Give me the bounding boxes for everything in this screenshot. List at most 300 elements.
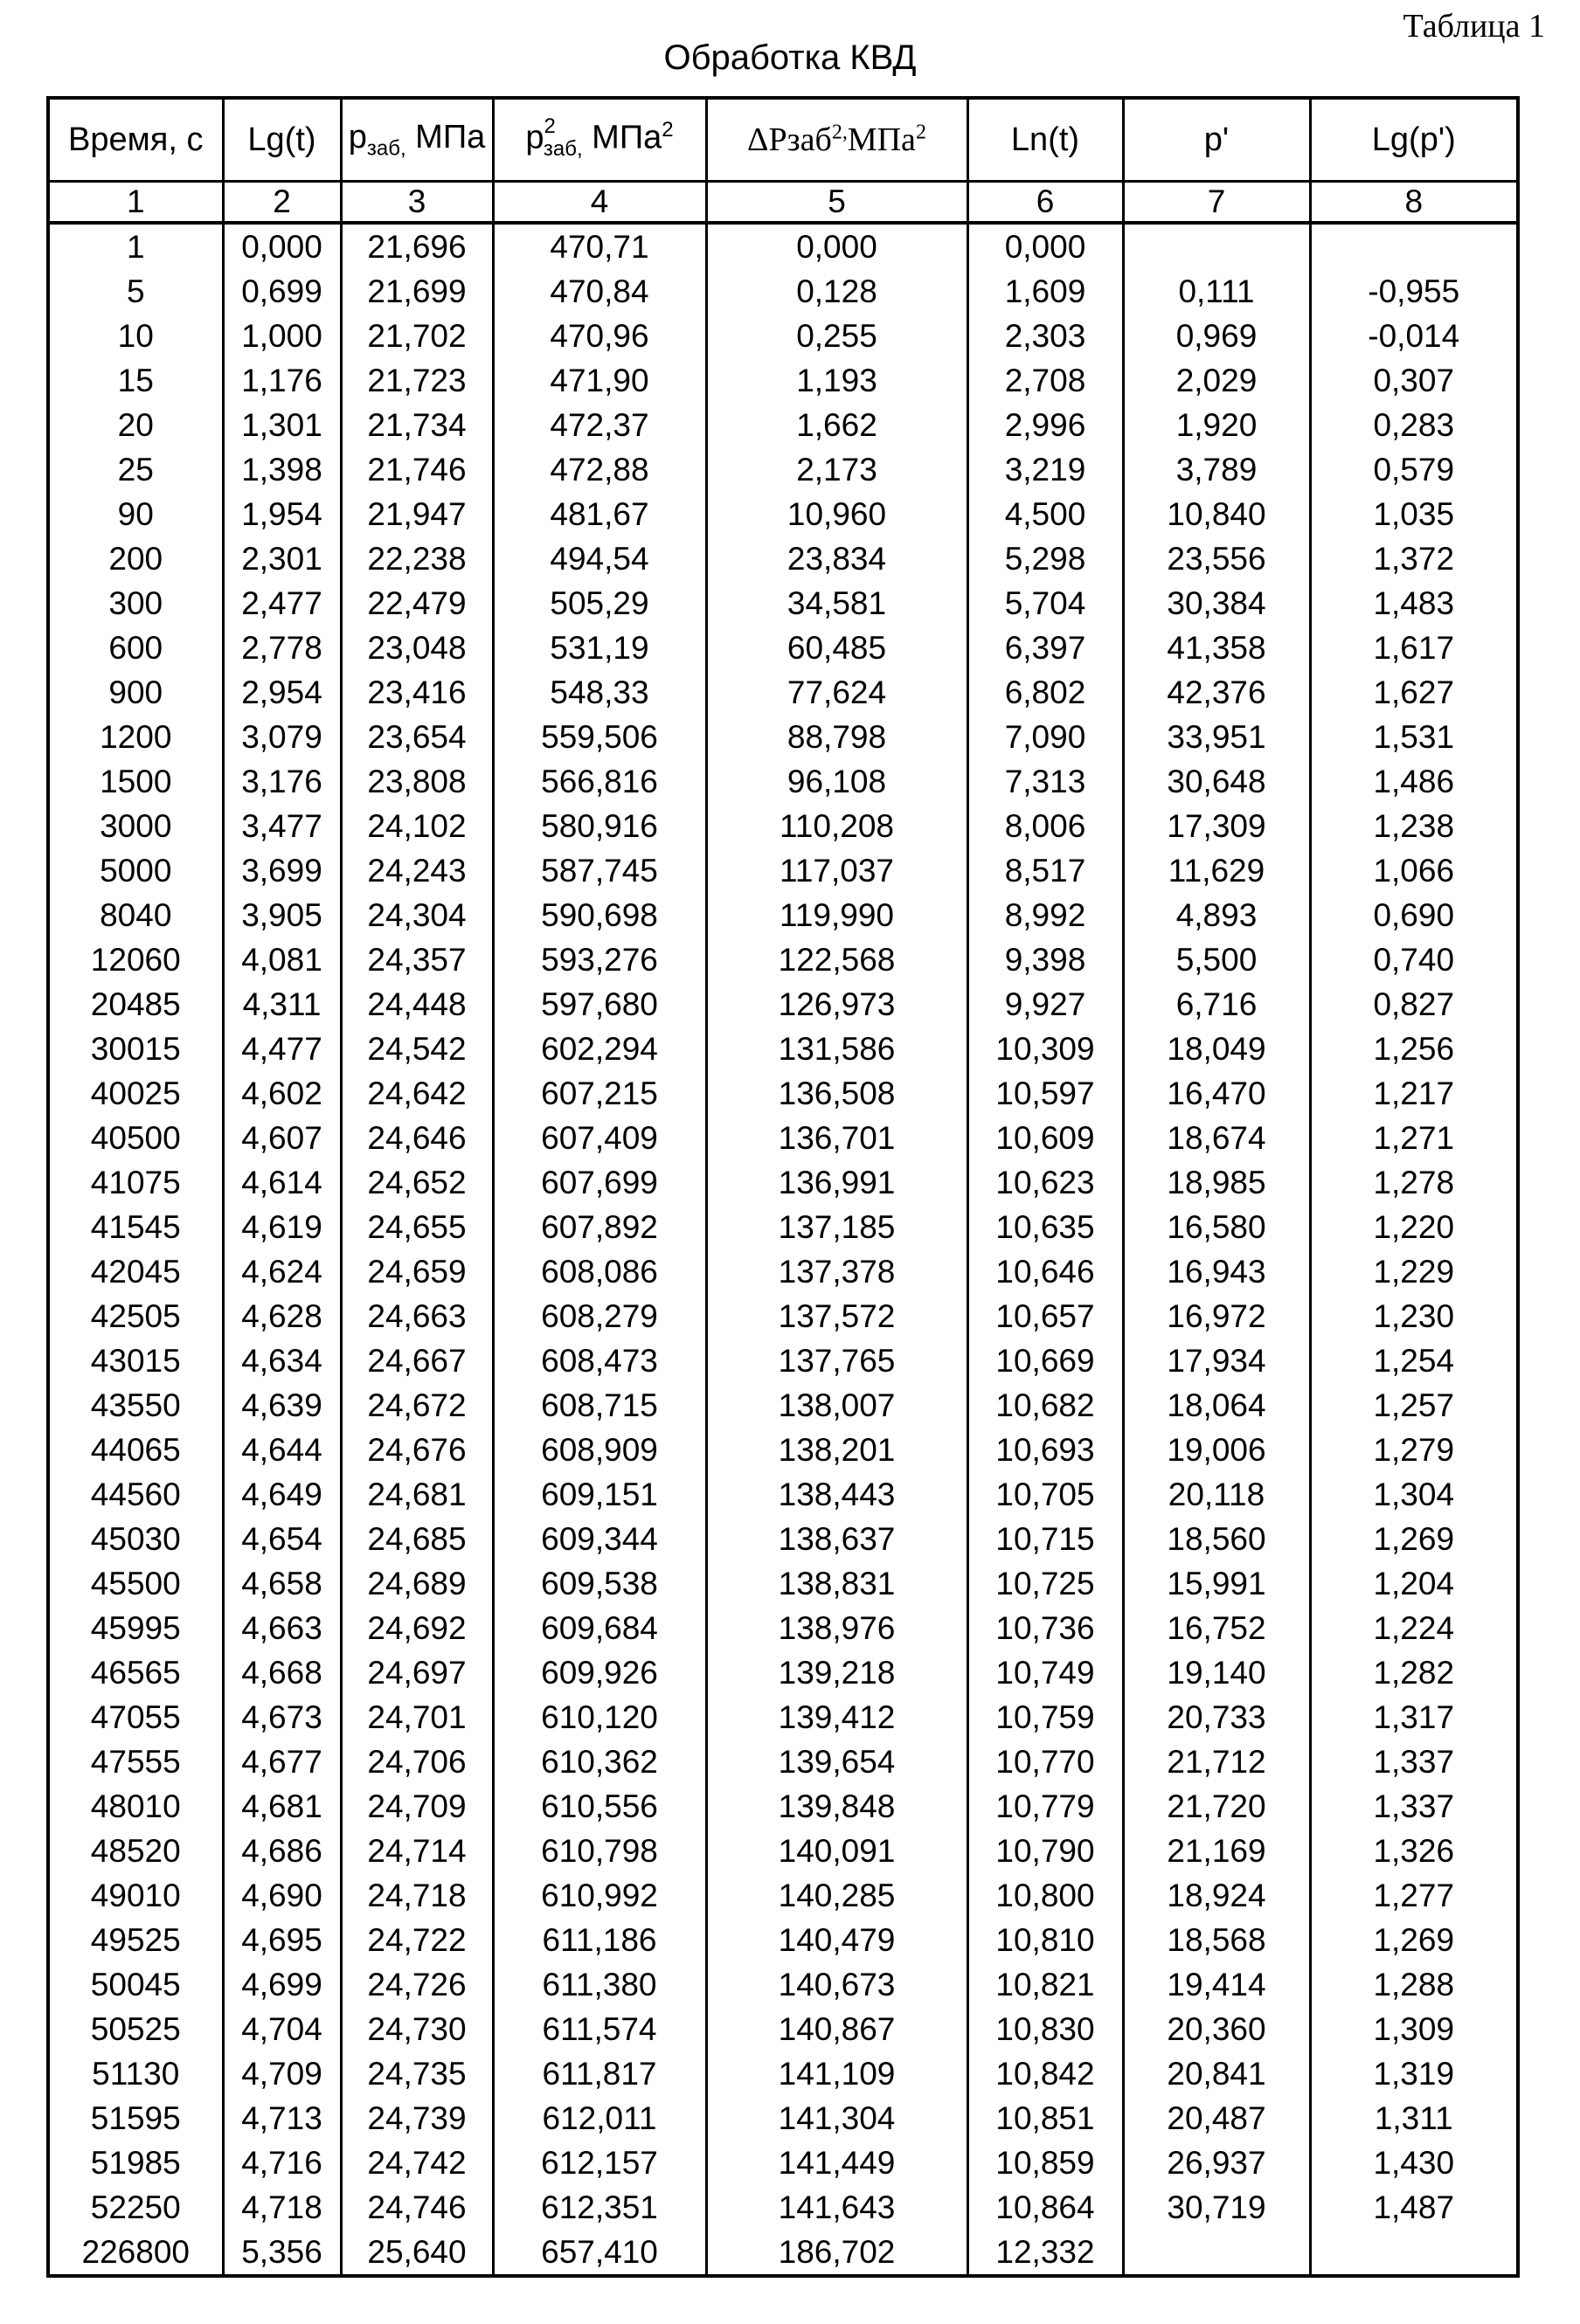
- cell-time: 10: [48, 314, 223, 358]
- cell-p-prime: 5,500: [1123, 937, 1310, 982]
- cell-lg-t: 2,477: [223, 581, 341, 626]
- header-p2-zab-main: p: [525, 119, 544, 156]
- table-row: [48, 1784, 1518, 1829]
- header-lg-t: Lg(t): [223, 98, 341, 182]
- cell-p2-zab: 612,351: [493, 2185, 706, 2230]
- cell-lg-t: 4,718: [223, 2185, 341, 2230]
- cell-p-zab: 24,646: [341, 1116, 493, 1160]
- header-delta-p-zab: [706, 98, 967, 182]
- table-row: [48, 2007, 1518, 2051]
- cell-delta-p2-zab: 137,185: [706, 1205, 967, 1249]
- cell-p2-zab: 607,892: [493, 1205, 706, 1249]
- cell-p-prime: 17,309: [1123, 804, 1310, 848]
- cell-ln-t: 5,298: [967, 536, 1123, 581]
- cell-lg-p-prime: 1,319: [1310, 2051, 1518, 2096]
- cell-ln-t: 2,303: [967, 314, 1123, 358]
- cell-p2-zab: 609,684: [493, 1606, 706, 1650]
- cell-lg-t: 4,628: [223, 1294, 341, 1338]
- cell-ln-t: 10,830: [967, 2007, 1123, 2051]
- cell-p-zab: 24,304: [341, 893, 493, 937]
- cell-ln-t: 10,715: [967, 1517, 1123, 1561]
- cell-lg-p-prime: 1,531: [1310, 715, 1518, 759]
- cell-p2-zab: 597,680: [493, 982, 706, 1027]
- cell-p-zab: 24,102: [341, 804, 493, 848]
- column-number-row: [48, 182, 1518, 224]
- table-row: [48, 314, 1518, 358]
- cell-lg-t: 1,301: [223, 403, 341, 447]
- cell-p-prime: 1,920: [1123, 403, 1310, 447]
- cell-delta-p2-zab: 60,485: [706, 626, 967, 670]
- header-p-prime: p': [1123, 98, 1310, 182]
- cell-p2-zab: 590,698: [493, 893, 706, 937]
- cell-lg-t: 4,668: [223, 1650, 341, 1695]
- cell-lg-t: 3,905: [223, 893, 341, 937]
- cell-p-zab: 22,238: [341, 536, 493, 581]
- cell-p2-zab: 609,151: [493, 1472, 706, 1517]
- cell-p-prime: 3,789: [1123, 447, 1310, 492]
- cell-p2-zab: 470,96: [493, 314, 706, 358]
- cell-time: 51595: [48, 2096, 223, 2141]
- cell-lg-p-prime: 0,827: [1310, 982, 1518, 1027]
- cell-p-prime: 30,648: [1123, 759, 1310, 804]
- table-row: [48, 269, 1518, 314]
- cell-ln-t: 10,864: [967, 2185, 1123, 2230]
- cell-p-zab: 24,685: [341, 1517, 493, 1561]
- table-row: [48, 581, 1518, 626]
- cell-p-prime: 11,629: [1123, 848, 1310, 893]
- cell-p2-zab: 531,19: [493, 626, 706, 670]
- cell-p-zab: 24,659: [341, 1249, 493, 1294]
- cell-p2-zab: 470,71: [493, 223, 706, 269]
- cell-lg-p-prime: 1,483: [1310, 581, 1518, 626]
- cell-time: 45500: [48, 1561, 223, 1606]
- cell-lg-t: 4,673: [223, 1695, 341, 1740]
- cell-delta-p2-zab: 131,586: [706, 1027, 967, 1071]
- table-row: [48, 1428, 1518, 1472]
- table-row: [48, 358, 1518, 403]
- table-row: [48, 670, 1518, 715]
- cell-p-zab: 24,243: [341, 848, 493, 893]
- cell-delta-p2-zab: 140,673: [706, 1962, 967, 2007]
- cell-ln-t: 7,090: [967, 715, 1123, 759]
- cell-time: 20485: [48, 982, 223, 1027]
- cell-time: 25: [48, 447, 223, 492]
- cell-ln-t: 9,927: [967, 982, 1123, 1027]
- cell-p-prime: 0,111: [1123, 269, 1310, 314]
- cell-time: 20: [48, 403, 223, 447]
- cell-time: 40500: [48, 1116, 223, 1160]
- cell-ln-t: 10,779: [967, 1784, 1123, 1829]
- cell-p2-zab: 602,294: [493, 1027, 706, 1071]
- cell-p-zab: 23,808: [341, 759, 493, 804]
- table-header: [48, 98, 1518, 223]
- cell-p-prime: 18,049: [1123, 1027, 1310, 1071]
- table-row: [48, 1027, 1518, 1071]
- cell-p-zab: 24,726: [341, 1962, 493, 2007]
- cell-time: 1: [48, 223, 223, 269]
- cell-p-prime: 19,006: [1123, 1428, 1310, 1472]
- cell-lg-t: 4,602: [223, 1071, 341, 1116]
- cell-p-prime: 26,937: [1123, 2141, 1310, 2185]
- cell-delta-p2-zab: 139,218: [706, 1650, 967, 1695]
- table-row: [48, 1650, 1518, 1695]
- cell-p2-zab: 611,186: [493, 1918, 706, 1962]
- cell-lg-p-prime: 1,220: [1310, 1205, 1518, 1249]
- cell-lg-t: 4,713: [223, 2096, 341, 2141]
- cell-lg-t: 4,709: [223, 2051, 341, 2096]
- cell-time: 43550: [48, 1383, 223, 1428]
- cell-lg-p-prime: 1,311: [1310, 2096, 1518, 2141]
- cell-p-prime: 16,752: [1123, 1606, 1310, 1650]
- cell-delta-p2-zab: 88,798: [706, 715, 967, 759]
- cell-p2-zab: 607,215: [493, 1071, 706, 1116]
- cell-ln-t: 12,332: [967, 2230, 1123, 2276]
- cell-delta-p2-zab: 137,378: [706, 1249, 967, 1294]
- cell-lg-t: 4,716: [223, 2141, 341, 2185]
- column-number: 8: [1310, 182, 1518, 224]
- cell-p2-zab: 657,410: [493, 2230, 706, 2276]
- cell-lg-t: 3,477: [223, 804, 341, 848]
- cell-p2-zab: 609,538: [493, 1561, 706, 1606]
- cell-lg-p-prime: 1,204: [1310, 1561, 1518, 1606]
- cell-p-zab: 24,681: [341, 1472, 493, 1517]
- cell-time: 41075: [48, 1160, 223, 1205]
- header-lg-p-prime: Lg(p'): [1310, 98, 1518, 182]
- table-row: [48, 715, 1518, 759]
- cell-time: 50525: [48, 2007, 223, 2051]
- table-row: [48, 403, 1518, 447]
- cell-delta-p2-zab: 140,091: [706, 1829, 967, 1873]
- cell-p2-zab: 608,279: [493, 1294, 706, 1338]
- cell-p-prime: 18,064: [1123, 1383, 1310, 1428]
- cell-ln-t: 0,000: [967, 223, 1123, 269]
- cell-p-prime: 20,118: [1123, 1472, 1310, 1517]
- cell-ln-t: 10,646: [967, 1249, 1123, 1294]
- cell-p-zab: 21,699: [341, 269, 493, 314]
- cell-lg-p-prime: [1310, 223, 1518, 269]
- cell-time: 52250: [48, 2185, 223, 2230]
- cell-p-prime: 4,893: [1123, 893, 1310, 937]
- header-row: [48, 98, 1518, 182]
- header-p2-zab-unit: МПа: [582, 119, 662, 156]
- cell-time: 44560: [48, 1472, 223, 1517]
- cell-time: 47055: [48, 1695, 223, 1740]
- cell-p-prime: 18,924: [1123, 1873, 1310, 1918]
- cell-delta-p2-zab: 122,568: [706, 937, 967, 982]
- column-number: 6: [967, 182, 1123, 224]
- cell-ln-t: 10,810: [967, 1918, 1123, 1962]
- table-row: [48, 1338, 1518, 1383]
- table-row: [48, 1249, 1518, 1294]
- cell-lg-t: 4,639: [223, 1383, 341, 1428]
- cell-p-prime: 6,716: [1123, 982, 1310, 1027]
- cell-lg-t: 4,654: [223, 1517, 341, 1561]
- cell-delta-p2-zab: 0,128: [706, 269, 967, 314]
- cell-time: 900: [48, 670, 223, 715]
- cell-p-prime: 23,556: [1123, 536, 1310, 581]
- cell-delta-p2-zab: 1,193: [706, 358, 967, 403]
- cell-lg-t: 0,000: [223, 223, 341, 269]
- cell-lg-p-prime: 1,254: [1310, 1338, 1518, 1383]
- cell-p2-zab: 608,909: [493, 1428, 706, 1472]
- cell-lg-t: 4,681: [223, 1784, 341, 1829]
- cell-time: 41545: [48, 1205, 223, 1249]
- table-row: [48, 804, 1518, 848]
- table-row: [48, 848, 1518, 893]
- cell-p-zab: 21,702: [341, 314, 493, 358]
- table-row: [48, 1160, 1518, 1205]
- cell-time: 600: [48, 626, 223, 670]
- cell-ln-t: 8,006: [967, 804, 1123, 848]
- cell-lg-p-prime: 1,035: [1310, 492, 1518, 536]
- column-number: 1: [48, 182, 223, 224]
- cell-p-zab: 21,723: [341, 358, 493, 403]
- cell-ln-t: 10,635: [967, 1205, 1123, 1249]
- cell-p-zab: 24,357: [341, 937, 493, 982]
- cell-p-prime: 19,140: [1123, 1650, 1310, 1695]
- cell-lg-p-prime: 1,317: [1310, 1695, 1518, 1740]
- cell-p2-zab: 610,120: [493, 1695, 706, 1740]
- cell-lg-p-prime: 1,256: [1310, 1027, 1518, 1071]
- table-row: [48, 1918, 1518, 1962]
- cell-delta-p2-zab: 141,643: [706, 2185, 967, 2230]
- cell-time: 48520: [48, 1829, 223, 1873]
- cell-p-zab: 24,642: [341, 1071, 493, 1116]
- cell-lg-t: 4,690: [223, 1873, 341, 1918]
- cell-p-prime: 20,360: [1123, 2007, 1310, 2051]
- cell-p-zab: 24,714: [341, 1829, 493, 1873]
- cell-delta-p2-zab: 138,831: [706, 1561, 967, 1606]
- table-row: [48, 1116, 1518, 1160]
- cell-ln-t: 10,770: [967, 1740, 1123, 1784]
- cell-p2-zab: 607,699: [493, 1160, 706, 1205]
- table-row: [48, 937, 1518, 982]
- cell-lg-p-prime: 1,430: [1310, 2141, 1518, 2185]
- table-row: [48, 893, 1518, 937]
- table-row: [48, 1606, 1518, 1650]
- cell-p-prime: 17,934: [1123, 1338, 1310, 1383]
- header-p-zab-main: p: [348, 118, 367, 156]
- cell-time: 5000: [48, 848, 223, 893]
- cell-lg-t: 4,658: [223, 1561, 341, 1606]
- cell-time: 49010: [48, 1873, 223, 1918]
- cell-lg-t: 4,677: [223, 1740, 341, 1784]
- cell-p-prime: 19,414: [1123, 1962, 1310, 2007]
- table-number-label: Таблица 1: [1403, 8, 1545, 45]
- cell-lg-t: 3,699: [223, 848, 341, 893]
- table-row: [48, 1383, 1518, 1428]
- cell-time: 1200: [48, 715, 223, 759]
- table-row: [48, 759, 1518, 804]
- cell-p-zab: 23,416: [341, 670, 493, 715]
- header-p2-zab-unit-sup: 2: [662, 117, 674, 142]
- cell-delta-p2-zab: 139,412: [706, 1695, 967, 1740]
- table-row: [48, 1561, 1518, 1606]
- cell-lg-p-prime: 0,283: [1310, 403, 1518, 447]
- cell-p-prime: 0,969: [1123, 314, 1310, 358]
- cell-lg-p-prime: 1,271: [1310, 1116, 1518, 1160]
- cell-lg-t: 4,311: [223, 982, 341, 1027]
- cell-p2-zab: 566,816: [493, 759, 706, 804]
- cell-lg-p-prime: 1,217: [1310, 1071, 1518, 1116]
- cell-p-zab: 24,448: [341, 982, 493, 1027]
- cell-delta-p2-zab: 140,479: [706, 1918, 967, 1962]
- column-number: 3: [341, 182, 493, 224]
- header-p2-zab-sub: заб,: [543, 137, 583, 162]
- cell-delta-p2-zab: 186,702: [706, 2230, 967, 2276]
- cell-p2-zab: 609,344: [493, 1517, 706, 1561]
- cell-lg-p-prime: 1,066: [1310, 848, 1518, 893]
- cell-p-prime: 33,951: [1123, 715, 1310, 759]
- cell-lg-t: 4,686: [223, 1829, 341, 1873]
- column-number: 2: [223, 182, 341, 224]
- cell-p2-zab: 611,817: [493, 2051, 706, 2096]
- cell-p-zab: 24,667: [341, 1338, 493, 1383]
- cell-lg-p-prime: 1,277: [1310, 1873, 1518, 1918]
- cell-delta-p2-zab: 139,848: [706, 1784, 967, 1829]
- cell-lg-p-prime: 1,224: [1310, 1606, 1518, 1650]
- cell-ln-t: 9,398: [967, 937, 1123, 982]
- cell-ln-t: 10,749: [967, 1650, 1123, 1695]
- cell-p-zab: 23,048: [341, 626, 493, 670]
- cell-ln-t: 10,759: [967, 1695, 1123, 1740]
- cell-p-prime: 2,029: [1123, 358, 1310, 403]
- cell-time: 200: [48, 536, 223, 581]
- cell-time: 42505: [48, 1294, 223, 1338]
- cell-ln-t: 10,859: [967, 2141, 1123, 2185]
- table-row: [48, 2051, 1518, 2096]
- cell-lg-p-prime: -0,014: [1310, 314, 1518, 358]
- cell-ln-t: 8,992: [967, 893, 1123, 937]
- table-body: [48, 223, 1518, 2276]
- cell-lg-p-prime: 1,372: [1310, 536, 1518, 581]
- cell-p-zab: 24,697: [341, 1650, 493, 1695]
- cell-p2-zab: 608,715: [493, 1383, 706, 1428]
- cell-lg-p-prime: 0,690: [1310, 893, 1518, 937]
- cell-ln-t: 10,693: [967, 1428, 1123, 1472]
- cell-lg-t: 4,699: [223, 1962, 341, 2007]
- cell-p-prime: [1123, 223, 1310, 269]
- cell-delta-p2-zab: 1,662: [706, 403, 967, 447]
- cell-p-zab: 24,730: [341, 2007, 493, 2051]
- cell-lg-t: 4,644: [223, 1428, 341, 1472]
- cell-p2-zab: 609,926: [493, 1650, 706, 1695]
- cell-p-prime: 18,674: [1123, 1116, 1310, 1160]
- cell-time: 5: [48, 269, 223, 314]
- cell-p-zab: 21,696: [341, 223, 493, 269]
- cell-lg-p-prime: [1310, 2230, 1518, 2276]
- cell-lg-p-prime: 1,279: [1310, 1428, 1518, 1472]
- cell-lg-t: 4,695: [223, 1918, 341, 1962]
- cell-lg-p-prime: 1,617: [1310, 626, 1518, 670]
- cell-ln-t: 10,800: [967, 1873, 1123, 1918]
- cell-p-prime: 21,169: [1123, 1829, 1310, 1873]
- cell-lg-p-prime: 1,309: [1310, 2007, 1518, 2051]
- cell-delta-p2-zab: 139,654: [706, 1740, 967, 1784]
- cell-p-zab: 24,718: [341, 1873, 493, 1918]
- cell-lg-p-prime: 1,337: [1310, 1740, 1518, 1784]
- cell-ln-t: 10,842: [967, 2051, 1123, 2096]
- table-row: [48, 1962, 1518, 2007]
- cell-p-prime: 16,972: [1123, 1294, 1310, 1338]
- cell-ln-t: 5,704: [967, 581, 1123, 626]
- table-row: [48, 2185, 1518, 2230]
- cell-lg-p-prime: 1,627: [1310, 670, 1518, 715]
- cell-time: 44065: [48, 1428, 223, 1472]
- cell-delta-p2-zab: 140,285: [706, 1873, 967, 1918]
- cell-delta-p2-zab: 117,037: [706, 848, 967, 893]
- cell-lg-t: 2,778: [223, 626, 341, 670]
- cell-p-zab: 21,947: [341, 492, 493, 536]
- cell-p-zab: 24,689: [341, 1561, 493, 1606]
- cell-ln-t: 7,313: [967, 759, 1123, 804]
- cell-lg-t: 0,699: [223, 269, 341, 314]
- cell-p2-zab: 580,916: [493, 804, 706, 848]
- cell-ln-t: 8,517: [967, 848, 1123, 893]
- cell-lg-t: 4,634: [223, 1338, 341, 1383]
- table-row: [48, 1695, 1518, 1740]
- header-delta-p-zab-main: ΔPзаб: [747, 121, 832, 158]
- table-row: [48, 1740, 1518, 1784]
- table-row: [48, 1472, 1518, 1517]
- cell-ln-t: 1,609: [967, 269, 1123, 314]
- header-p2-zab-sup: 2: [544, 114, 556, 138]
- cell-lg-t: 4,614: [223, 1160, 341, 1205]
- cell-delta-p2-zab: 136,991: [706, 1160, 967, 1205]
- table-row: [48, 223, 1518, 269]
- header-ln-t: Ln(t): [967, 98, 1123, 182]
- cell-p2-zab: 587,745: [493, 848, 706, 893]
- cell-delta-p2-zab: 77,624: [706, 670, 967, 715]
- cell-time: 90: [48, 492, 223, 536]
- table-row: [48, 1873, 1518, 1918]
- cell-p-zab: 21,746: [341, 447, 493, 492]
- cell-delta-p2-zab: 34,581: [706, 581, 967, 626]
- cell-time: 1500: [48, 759, 223, 804]
- cell-lg-t: 4,663: [223, 1606, 341, 1650]
- cell-lg-t: 4,619: [223, 1205, 341, 1249]
- cell-p2-zab: 612,157: [493, 2141, 706, 2185]
- table-row: [48, 626, 1518, 670]
- cell-ln-t: 3,219: [967, 447, 1123, 492]
- cell-delta-p2-zab: 2,173: [706, 447, 967, 492]
- cell-time: 3000: [48, 804, 223, 848]
- cell-p2-zab: 610,362: [493, 1740, 706, 1784]
- cell-delta-p2-zab: 141,304: [706, 2096, 967, 2141]
- cell-p-zab: 24,542: [341, 1027, 493, 1071]
- cell-p2-zab: 593,276: [493, 937, 706, 982]
- cell-p-prime: 10,840: [1123, 492, 1310, 536]
- cell-p2-zab: 610,556: [493, 1784, 706, 1829]
- cell-p-prime: 16,470: [1123, 1071, 1310, 1116]
- header-delta-p-zab-sup: 2,: [831, 121, 848, 144]
- cell-time: 8040: [48, 893, 223, 937]
- cell-p-prime: 41,358: [1123, 626, 1310, 670]
- cell-delta-p2-zab: 137,765: [706, 1338, 967, 1383]
- cell-p-prime: 18,568: [1123, 1918, 1310, 1962]
- cell-lg-p-prime: 0,307: [1310, 358, 1518, 403]
- cell-time: 300: [48, 581, 223, 626]
- cell-time: 226800: [48, 2230, 223, 2276]
- cell-lg-p-prime: 1,229: [1310, 1249, 1518, 1294]
- cell-p2-zab: 612,011: [493, 2096, 706, 2141]
- cell-p-prime: 20,487: [1123, 2096, 1310, 2141]
- cell-delta-p2-zab: 10,960: [706, 492, 967, 536]
- cell-time: 50045: [48, 1962, 223, 2007]
- cell-p2-zab: 607,409: [493, 1116, 706, 1160]
- cell-p-prime: 30,719: [1123, 2185, 1310, 2230]
- cell-p2-zab: 610,992: [493, 1873, 706, 1918]
